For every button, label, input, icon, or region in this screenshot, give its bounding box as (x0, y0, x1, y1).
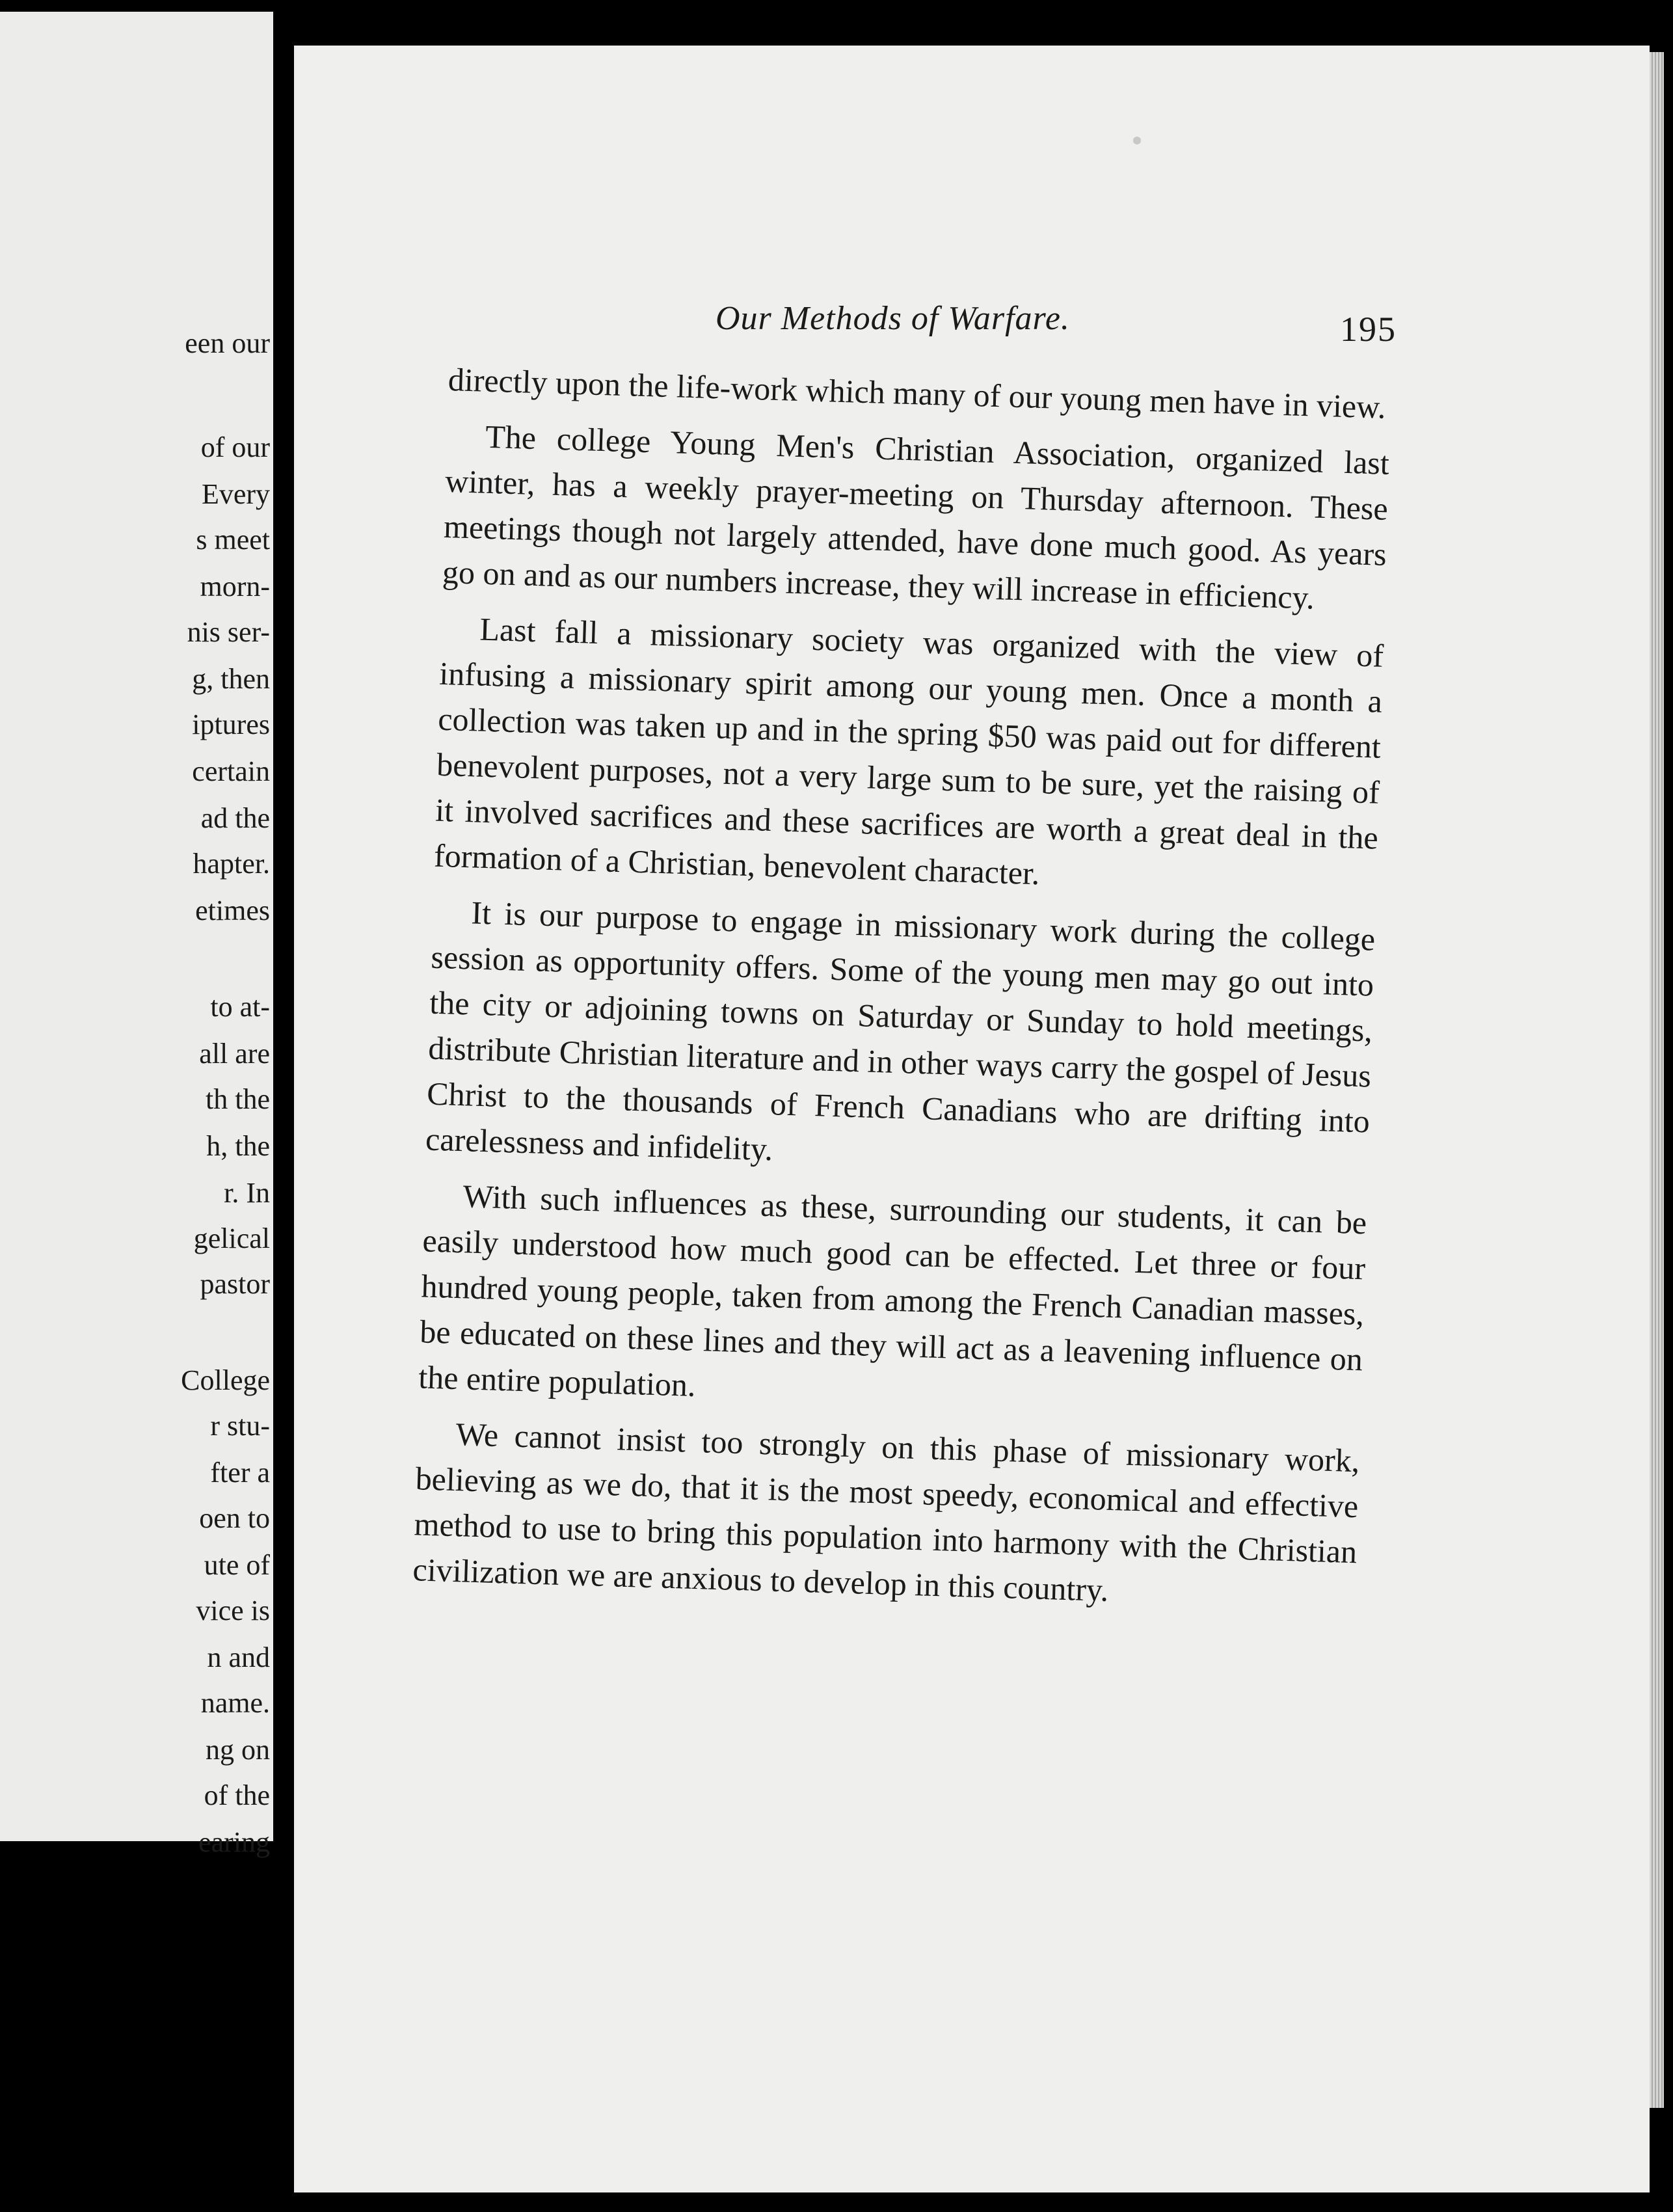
left-page-line: s meet (196, 524, 270, 556)
left-page (0, 12, 273, 1858)
left-page-line: nis ser- (187, 616, 270, 648)
page-edge (1650, 52, 1664, 2108)
running-head: Our Methods of Warfare. (716, 300, 1070, 337)
left-page-line: to at- (210, 991, 270, 1023)
page-number: 195 (1340, 310, 1397, 349)
left-page-line: r stu- (210, 1410, 270, 1442)
left-page-line: College (181, 1364, 270, 1396)
left-page-line: h, the (206, 1130, 270, 1162)
body-text (412, 357, 1391, 1630)
left-page-line: ad the (200, 802, 270, 834)
left-page-line: vice is (196, 1595, 270, 1626)
left-page-line: gelical (193, 1222, 270, 1254)
left-page-line: r. In (224, 1177, 270, 1209)
paragraph: We cannot insist too strongly on this phase of missionary work, believing as we do, that it is the most speedy, economical and effective method to use to bring this population into harmony with the Christian civilization we are anxious to develop in this country. (412, 1416, 1361, 1608)
left-page-line: oen to (199, 1502, 270, 1534)
paragraph: directly upon the life-work which many of our young men have in view. (448, 360, 1387, 425)
left-page-line: n and (207, 1641, 270, 1673)
left-page-line: hapter. (193, 848, 270, 880)
left-page-line: Every (201, 478, 270, 510)
left-page-line: all are (199, 1038, 270, 1070)
left-page-line: g, then (192, 663, 270, 695)
paragraph: It is our purpose to engage in missionary work during the college session as opportunity offers. Some of the young men may go out into the city or adjoining towns on Saturday or Sunday to hold meetings, distribute Christian literature and in other ways carry the gospel of Jesus Christ to the thousands of French Canadians who are drifting into carelessness and infidelity. (425, 894, 1376, 1168)
left-page-line: ute of (204, 1549, 270, 1581)
left-page-line: earing (198, 1826, 270, 1858)
paragraph: With such influences as these, surrounding our students, it can be easily understood how much good can be effected. Let three or four hundred young people, taken from among the French Canadian masses, be educated on these lines and they will act as a leavening influence on the entire population. (418, 1178, 1367, 1403)
left-page-line: morn- (200, 571, 270, 602)
left-page-line: iptures (192, 708, 270, 740)
left-page-line: een our (185, 327, 270, 359)
left-page-line: name. (200, 1687, 270, 1719)
page-blemish (1133, 137, 1141, 144)
left-page-line: th the (206, 1083, 270, 1115)
left-page-line: fter a (210, 1457, 270, 1489)
left-page-line: certain (192, 755, 270, 787)
paragraph: Last fall a missionary society was organized with the view of infusing a missionary spirit among our young men. Once a month a collection was taken up and in the spring $50 was paid out for different benevolent purposes, not a very large sum to be sure, yet the raising of it involved sacrifices and these sacrifices are worth a great deal in the formation of a Christian, benevolent character. (433, 610, 1384, 892)
left-page-line: of the (204, 1779, 270, 1811)
paragraph: The college Young Men's Christian Association, organized last winter, has a weekly prayer-meeting on Thursday afternoon. These meetings though not largely attended, have done much good. As years go on and as our numbers increase, they will increase in efficiency. (442, 418, 1390, 616)
left-page-line: etimes (195, 895, 270, 926)
left-page-line: ng on (206, 1734, 270, 1766)
left-page-line: pastor (200, 1268, 270, 1300)
left-page-line: of our (200, 431, 270, 463)
